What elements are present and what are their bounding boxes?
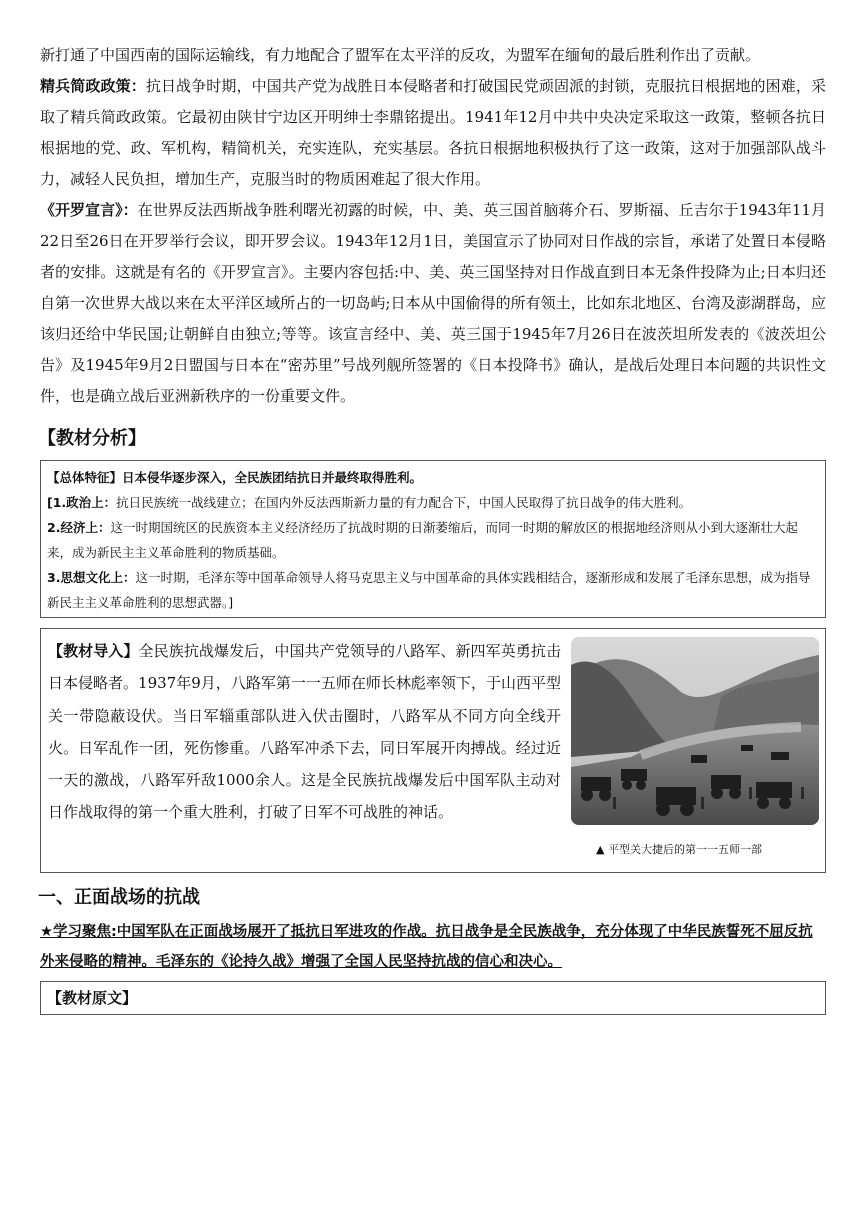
textbook-intro-body: 全民族抗战爆发后，中国共产党领导的八路军、新四军英勇抗击日本侵略者。1937年9月，八路军第一一五师在师长林彪率领下，于山西平型关一带隐蔽设伏。当日军辎重部队进入伏击圈时，八路军从不同方向全线开火。日军乱作一团，死伤惨重。八路军冲杀下去，同日军展开肉搏战。经过近一天的激战，八路军歼敌1000余人。这是全民族抗战爆发后中国军队主动对日作战取得的第一个重大胜利，打破了日军不可战胜的神话。	[48, 642, 561, 822]
item2-label: 2.经济上：	[47, 520, 111, 535]
item1-label: [1.政治上：	[47, 495, 117, 510]
analysis-box	[40, 460, 826, 618]
analysis-item-politics	[47, 490, 819, 515]
original-text-box	[40, 981, 826, 1015]
intro-paragraph: 新打通了中国西南的国际运输线，有力地配合了盟军在太平洋的反攻，为盟军在缅甸的最后胜利作出了贡献。	[40, 46, 761, 64]
pingxingguan-photo	[571, 637, 819, 825]
cairo-term: 《开罗宣言》：	[40, 201, 138, 219]
cairo-paragraph	[40, 195, 826, 412]
analysis-item-culture	[47, 565, 819, 615]
item3-text: 这一时期，毛泽东等中国革命领导人将马克思主义与中国革命的具体实践相结合，逐渐形成和发展了毛泽东思想，成为指导新民主主义革命胜利的思想武器。]	[47, 570, 811, 610]
item3-label: 3.思想文化上：	[47, 570, 136, 585]
section1-heading: 一、正面战场的抗战	[38, 887, 200, 908]
analysis-lead: 【总体特征】日本侵华逐步深入，全民族团结抗日并最终取得胜利。	[47, 470, 423, 485]
analysis-heading: 【教材分析】	[38, 428, 146, 449]
analysis-item-economy	[47, 515, 819, 565]
learning-focus: ★学习聚焦:中国军队在正面战场展开了抵抗日军进攻的作战。抗日战争是全民族战争，充分体现了中华民族誓死不屈反抗外来侵略的精神。毛泽东的《论持久战》增强了全国人民坚持抗战的信心和决心。	[40, 924, 813, 970]
photo-illustration	[571, 637, 819, 825]
jingbing-paragraph	[40, 71, 826, 195]
item2-text: 这一时期国统区的民族资本主义经济经历了抗战时期的日渐萎缩后，而同一时期的解放区的根据地经济则从小到大逐渐壮大起来，成为新民主主义革命胜利的物质基础。	[47, 520, 798, 560]
textbook-intro-text	[48, 635, 561, 829]
item1-text: 抗日民族统一战线建立；在国内外反法西斯新力量的有力配合下，中国人民取得了抗日战争的伟大胜利。	[116, 495, 692, 510]
cairo-text: 在世界反法西斯战争胜利曙光初露的时候，中、美、英三国首脑蒋介石、罗斯福、丘吉尔于1943年11月22日至26日在开罗举行会议，即开罗会议。1943年12月1日，美国宣示了协同对日作战的宗旨，承诺了处置日本侵略者的安排。这就是有名的《开罗宣言》。主要内容包括:中、美、英三国坚持对日作战直到日本无条件投降为止;日本归还自第一次世界大战以来在太平洋区域所占的一切岛屿;日本从中国偷得的所有领土，比如东北地区、台湾及澎湖群岛，应该归还给中华民国;让朝鲜自由独立;等等。该宣言经中、美、英三国于1945年7月26日在波茨坦所发表的《波茨坦公告》及1945年9月2日盟国与日本在“密苏里”号战列舰所签署的《日本投降书》确认，是战后处理日本问题的共识性文件，也是确立战后亚洲新秩序的一份重要文件。	[40, 201, 826, 405]
textbook-intro-lead: 【教材导入】	[48, 642, 139, 660]
jingbing-term: 精兵简政政策：	[40, 77, 146, 95]
textbook-intro-box	[40, 628, 826, 873]
original-text-label: 【教材原文】	[47, 989, 138, 1007]
photo-caption: ▲ 平型关大捷后的第一一五师一部	[596, 843, 762, 856]
jingbing-text: 抗日战争时期，中国共产党为战胜日本侵略者和打破国民党顽固派的封锁，克服抗日根据地的困难，采取了精兵简政政策。它最初由陕甘宁边区开明绅士李鼎铭提出。1941年12月中共中央决定采取这一政策，整顿各抗日根据地的党、政、军机构，精简机关，充实连队，充实基层。各抗日根据地积极执行了这一政策，这对于加强部队战斗力，减轻人民负担，增加生产，克服当时的物质困难起了很大作用。	[40, 77, 826, 188]
document-page	[40, 40, 826, 1015]
